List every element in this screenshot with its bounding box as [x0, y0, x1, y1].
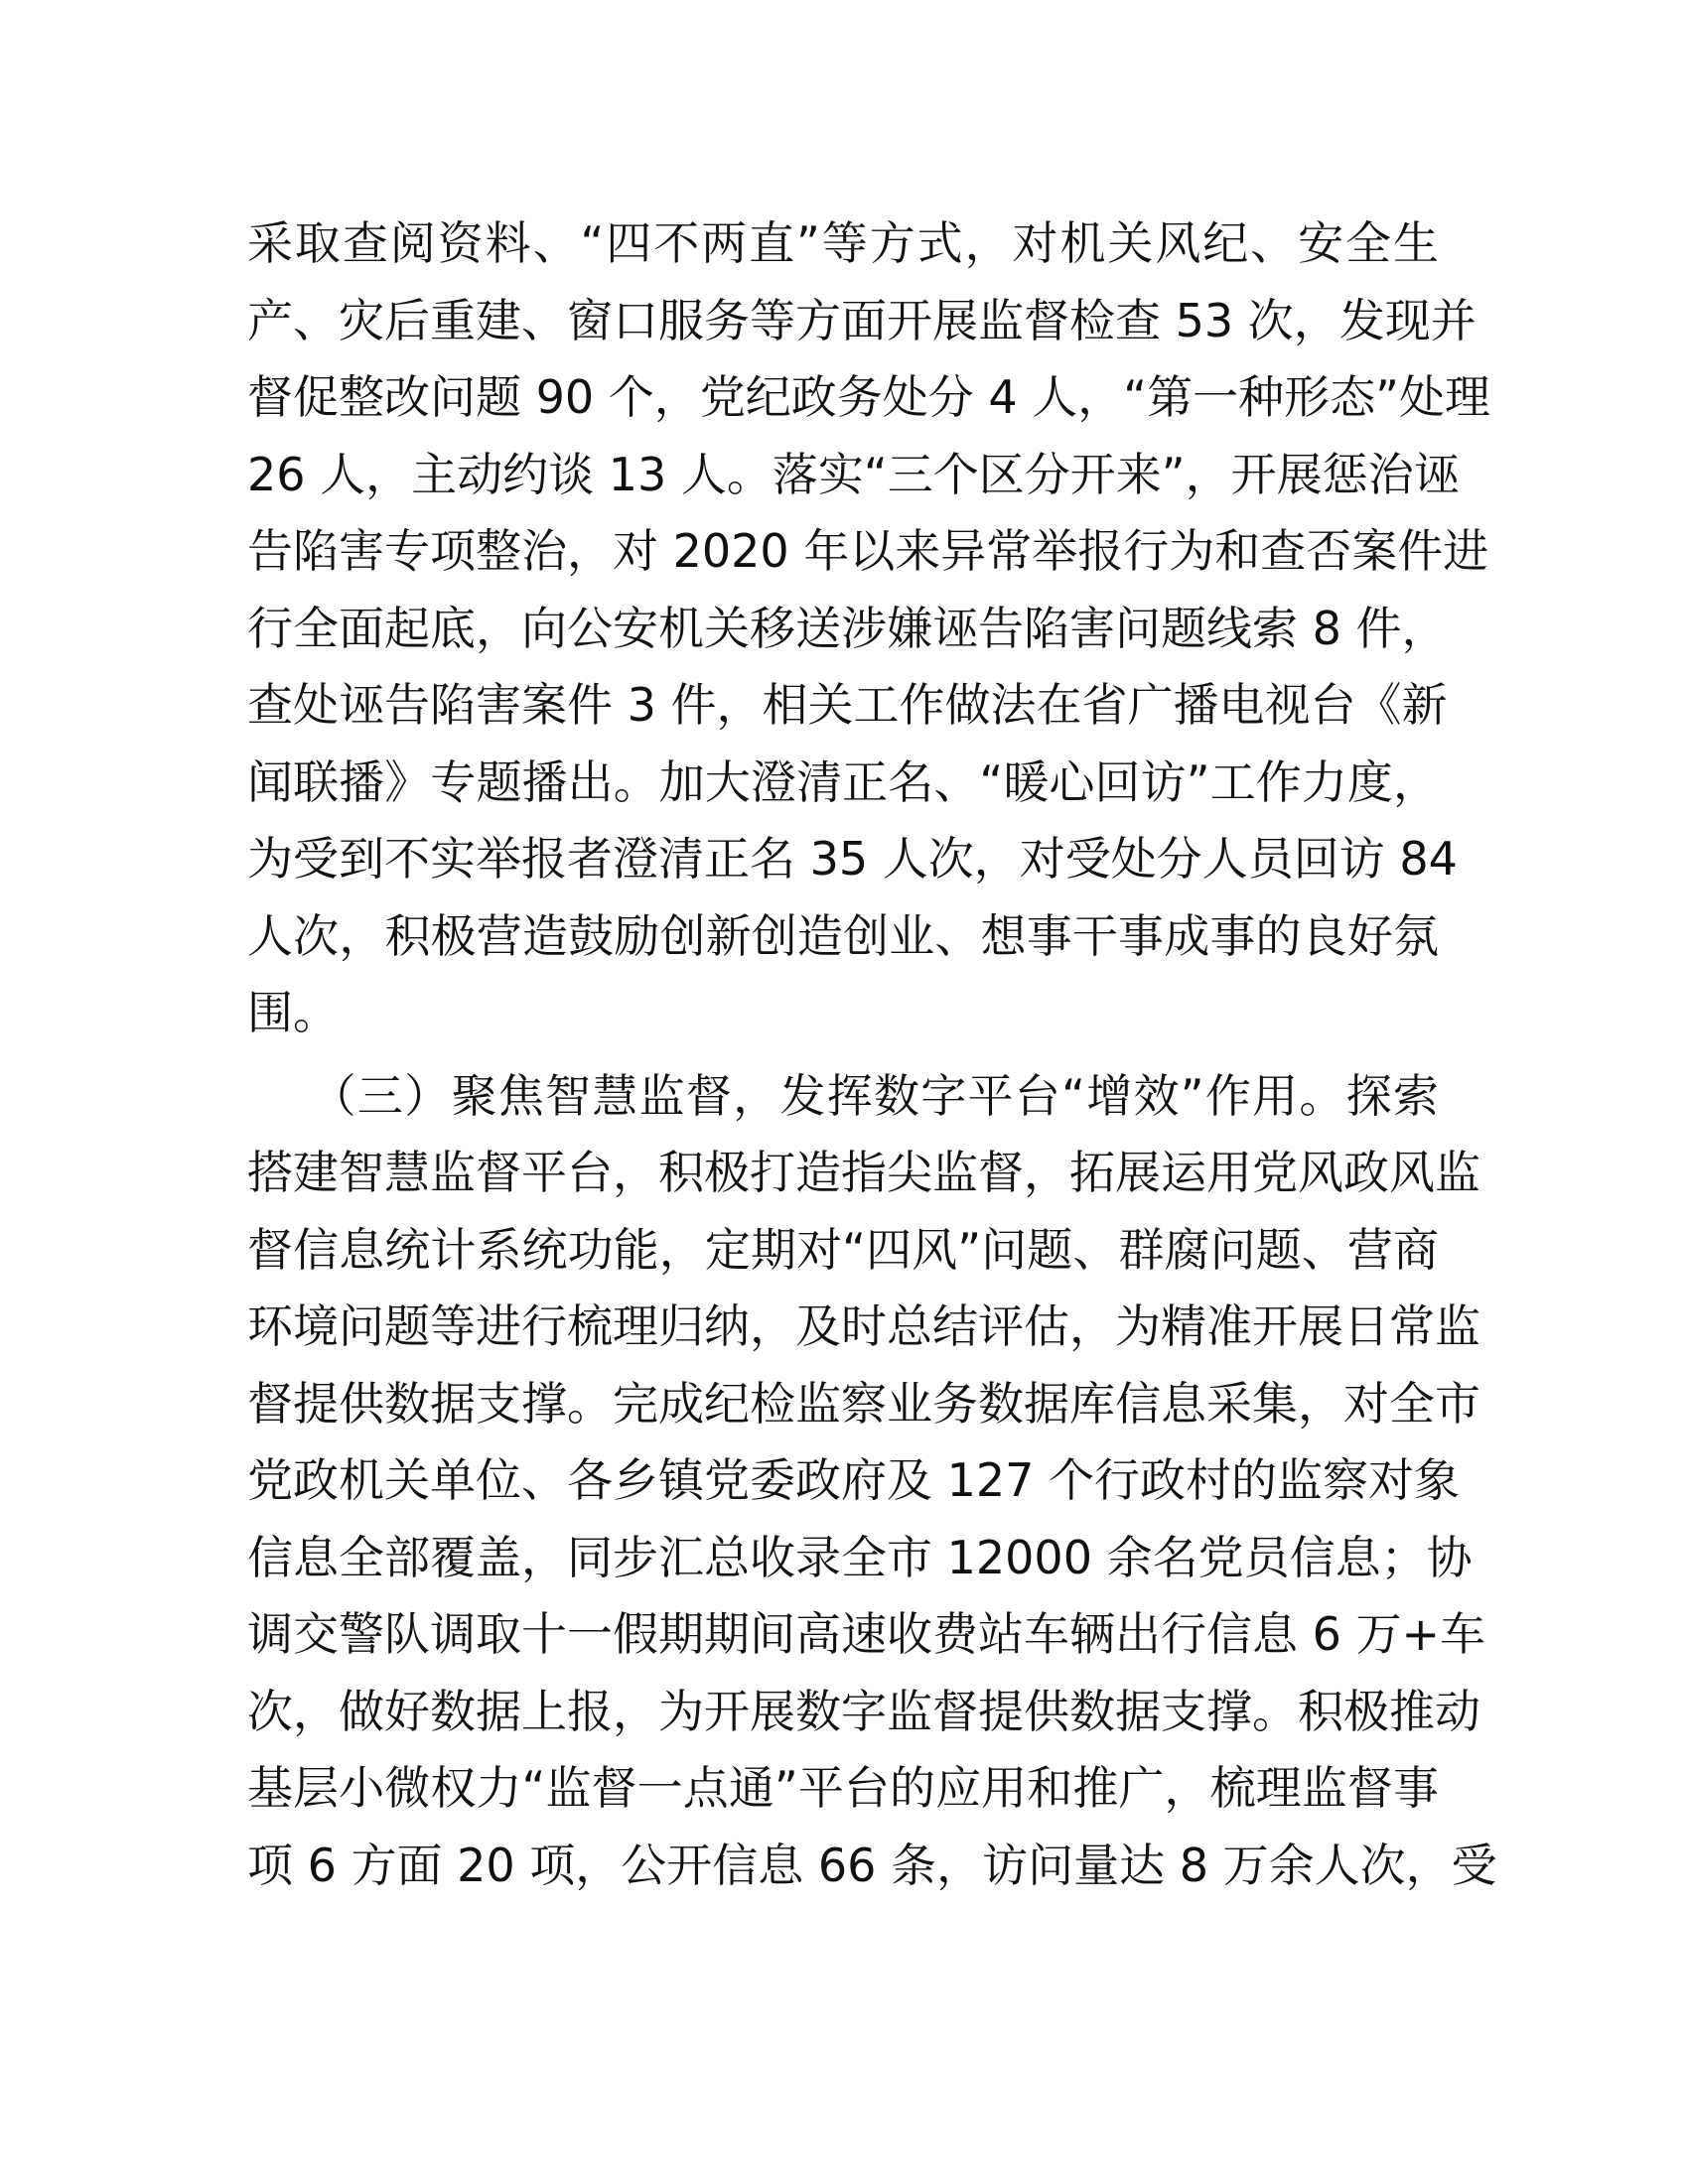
text-line: 基层小微权力“监督一点通”平台的应用和推广，梳理监督事 [247, 1761, 1439, 1815]
text-line: 次，做好数据上报，为开展数字监督提供数据支撑。积极推动 [247, 1684, 1480, 1738]
text-line: 采取查阅资料、“四不两直”等方式，对机关风纪、安全生 [247, 216, 1439, 270]
text-line: 项 6 方面 20 项，公开信息 66 条，访问量达 8 万余人次，受 [247, 1838, 1497, 1892]
text-line: 告陷害专项整治，对 2020 年以来异常举报行为和查否案件进 [247, 524, 1489, 578]
section-heading-line: （三）聚焦智慧监督，发挥数字平台“增效”作用。探索 [247, 1068, 1439, 1123]
document-page [247, 205, 1497, 1904]
text-line: 查处诬告陷害案件 3 件，相关工作做法在省广播电视台《新 [247, 678, 1448, 732]
text-line: 党政机关单位、各乡镇党委政府及 127 个行政村的监察对象 [247, 1453, 1461, 1507]
text-line: 搭建智慧监督平台，积极打造指尖监督，拓展运用党风政风监 [247, 1146, 1480, 1199]
text-line: 行全面起底，向公安机关移送涉嫌诬告陷害问题线索 8 件， [247, 601, 1448, 655]
paragraph-2 [247, 1058, 1497, 1905]
text-line: 督促整改问题 90 个，党纪政务处分 4 人，“第一种形态”处理 [247, 370, 1490, 424]
text-line: 人次，积极营造鼓励创新创造创业、想事干事成事的良好氛 [247, 908, 1439, 963]
text-line: 信息全部覆盖，同步汇总收录全市 12000 余名党员信息；协 [247, 1530, 1473, 1584]
text-line: 围。 [247, 986, 339, 1039]
text-line: 26 人，主动约谈 13 人。落实“三个区分开来”，开展惩治诬 [247, 447, 1460, 501]
text-line: 为受到不实举报者澄清正名 35 人次，对受处分人员回访 84 [247, 832, 1458, 886]
text-line: 产、灾后重建、窗口服务等方面开展监督检查 53 次，发现并 [247, 293, 1477, 347]
text-line: 环境问题等进行梳理归纳，及时总结评估，为精准开展日常监 [247, 1299, 1480, 1353]
text-line: 督提供数据支撑。完成纪检监察业务数据库信息采集，对全市 [247, 1376, 1480, 1431]
text-line: 调交警队调取十一假期期间高速收费站车辆出行信息 6 万+车 [247, 1607, 1486, 1661]
text-line: 闻联播》专题播出。加大澄清正名、“暖心回访”工作力度， [247, 754, 1439, 809]
text-line: 督信息统计系统功能，定期对“四风”问题、群腐问题、营商 [247, 1222, 1439, 1277]
paragraph-1 [247, 205, 1490, 1052]
